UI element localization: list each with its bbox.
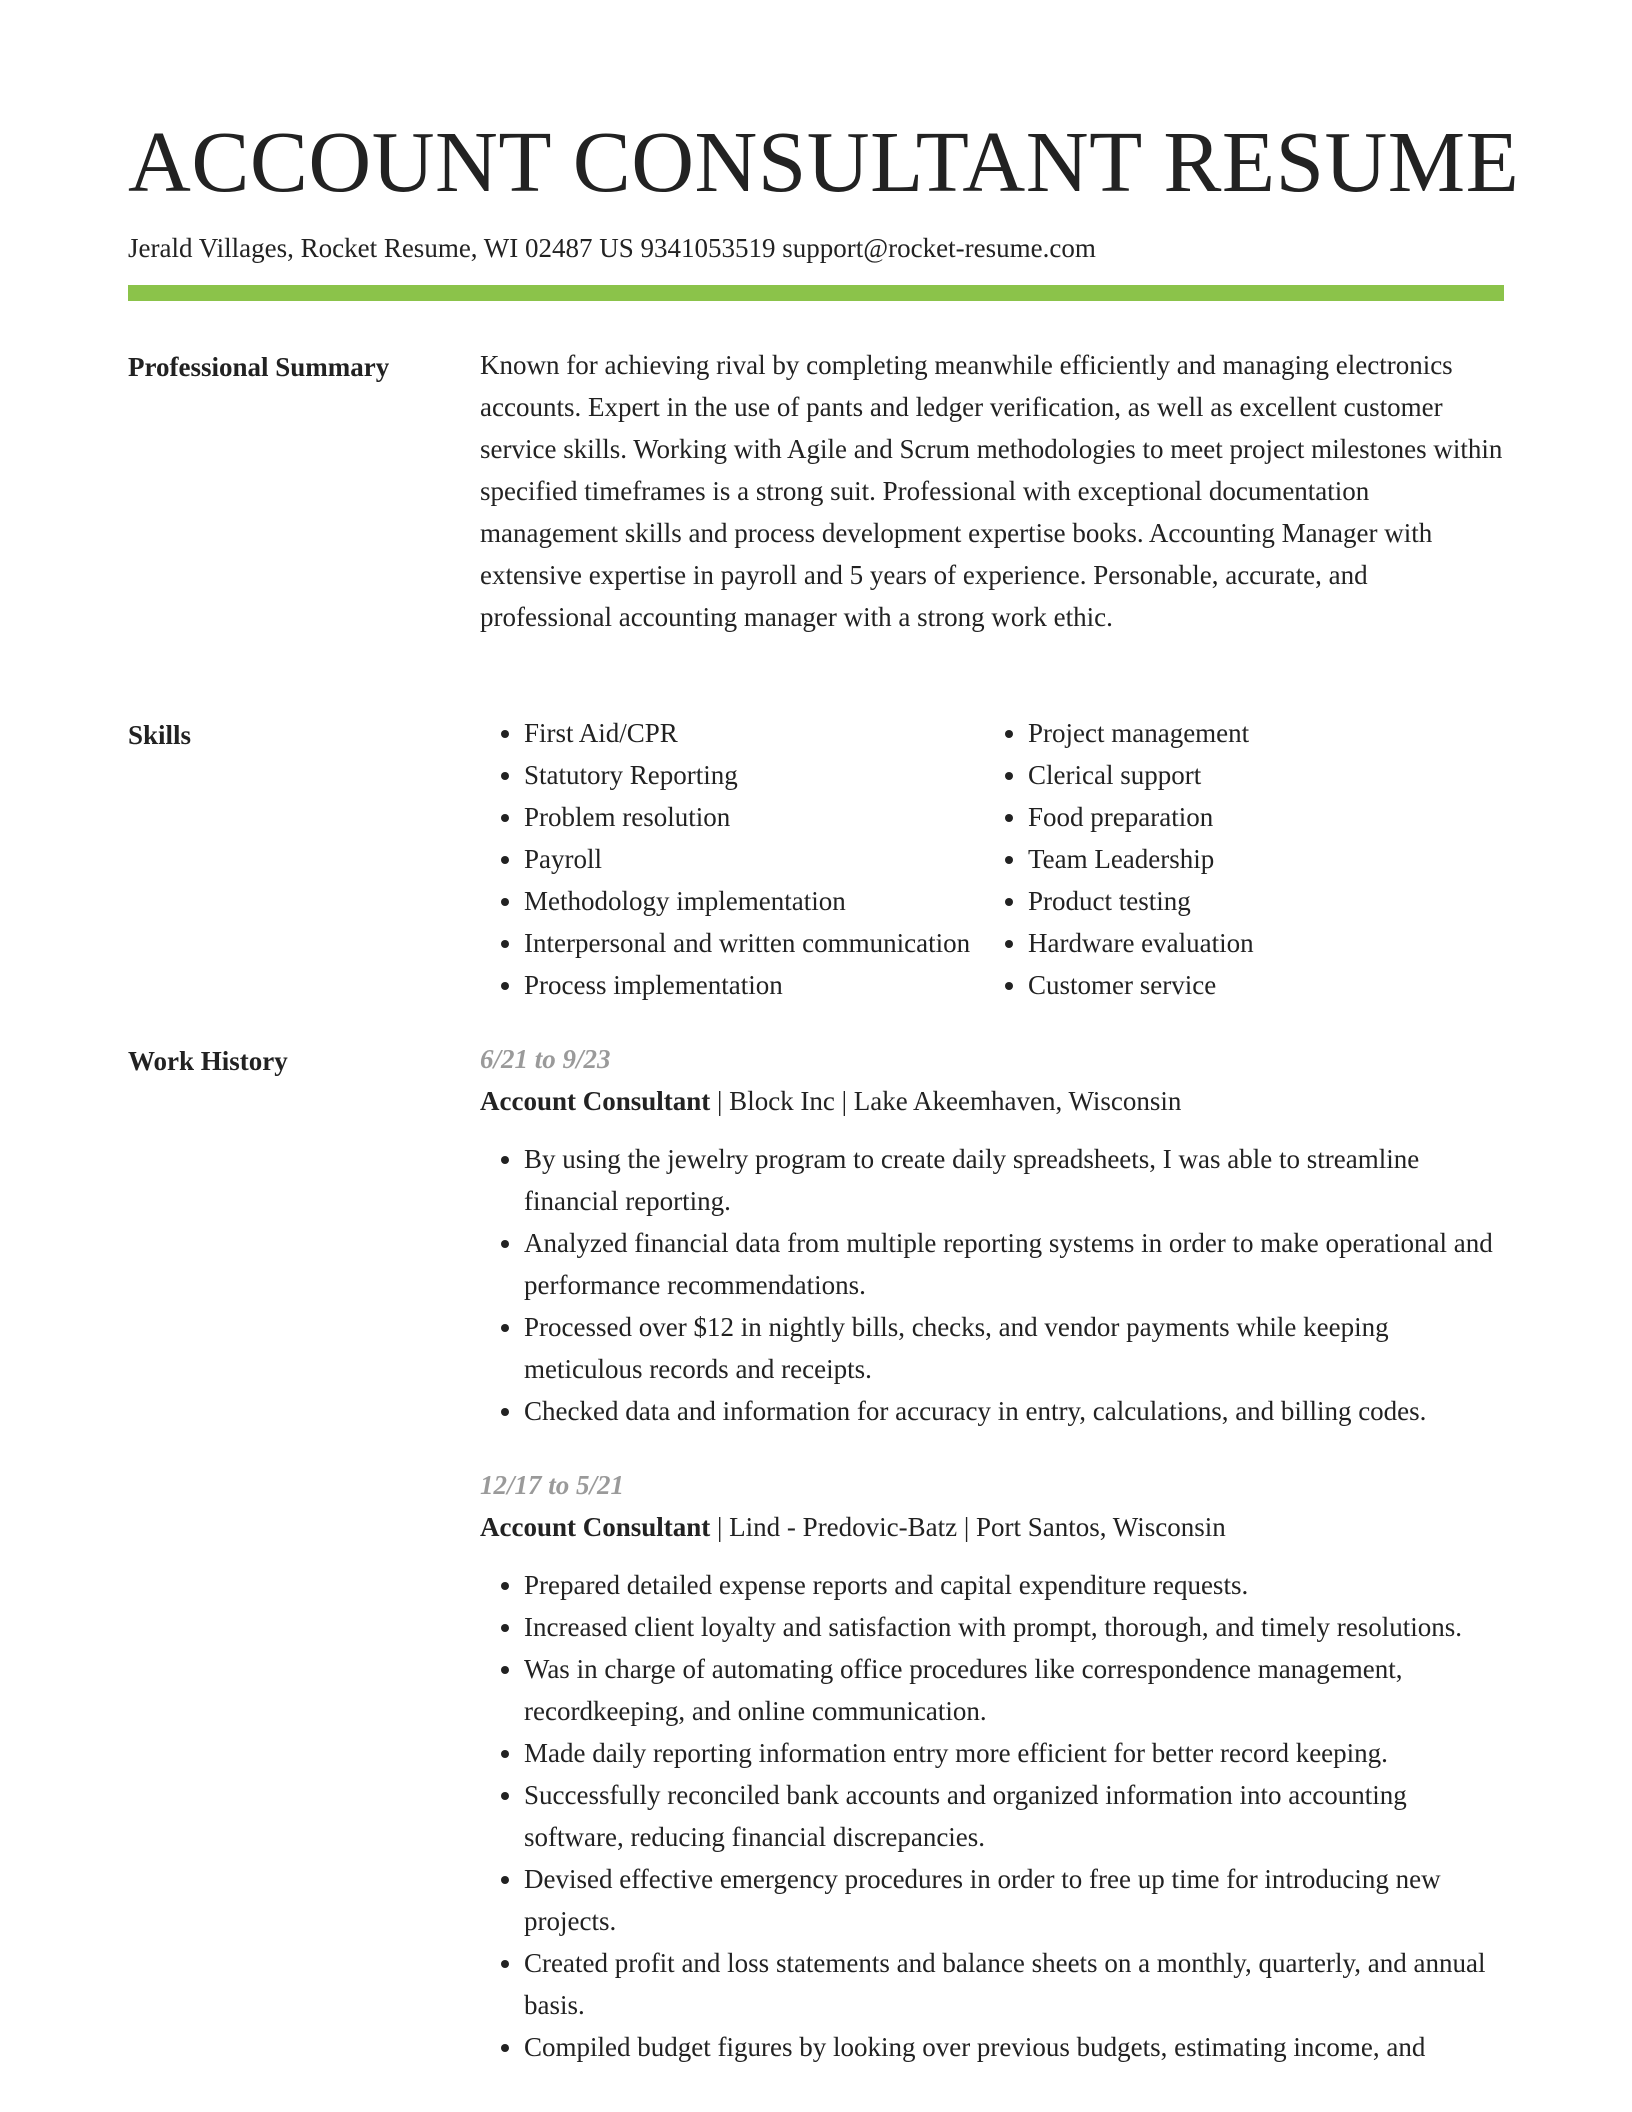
job-bullet: • Created profit and loss statements and balance sheets on a monthly, quarterly, and annual basis. [524,1942,1504,2026]
job-bullet: • Analyzed financial data from multiple reporting systems in order to make operational and performance recommendations. [524,1222,1504,1306]
skill-item: • Methodology implementation [524,880,970,922]
job-bullets [480,1564,1504,2068]
skill-item: • Process implementation [524,964,970,1006]
job-bullet: • Checked data and information for accuracy in entry, calculations, and billing codes. [524,1390,1504,1432]
section-label-work-history: Work History [128,1046,288,1076]
skill-item: • Statutory Reporting [524,754,970,796]
job-title: Account Consultant [480,1086,711,1116]
job-dates: 12/17 to 5/21 [480,1470,625,1500]
skill-item: • Hardware evaluation [1028,922,1254,964]
skills-list-left [480,712,970,1006]
job-bullet: • Devised effective emergency procedures in order to free up time for introducing new projects. [524,1858,1504,1942]
job-title: Account Consultant [480,1512,711,1542]
skill-item: • Food preparation [1028,796,1254,838]
skill-item: • Interpersonal and written communication [524,922,970,964]
skills-list-right [984,712,1254,1006]
job-header [480,1080,1504,1122]
job-bullet: • Compiled budget figures by looking over previous budgets, estimating income, and [524,2026,1504,2068]
job-bullet: • Increased client loyalty and satisfaction with prompt, thorough, and timely resolutions. [524,1606,1504,1648]
section-label-skills: Skills [128,720,192,750]
skill-item: • Project management [1028,712,1254,754]
job-bullet: • Was in charge of automating office procedures like correspondence management, recordkeeping, and online communication. [524,1648,1504,1732]
skill-item: • Problem resolution [524,796,970,838]
job-company-location: | Block Inc | Lake Akeemhaven, Wisconsin [710,1086,1182,1116]
job-header [480,1506,1504,1548]
job-dates: 6/21 to 9/23 [480,1044,611,1074]
job-bullet: • Successfully reconciled bank accounts and organized information into accounting software, reducing financial discrepancies. [524,1774,1504,1858]
job-entry [480,1038,1504,1432]
resume-title: ACCOUNT CONSULTANT RESUME [128,113,1520,210]
job-entry [480,1464,1504,2068]
contact-line: Jerald Villages, Rocket Resume, WI 02487 US 9341053519 support@rocket-resume.com [128,233,1096,263]
job-bullets [480,1138,1504,1432]
skill-item: • Clerical support [1028,754,1254,796]
job-bullet: • Processed over $12 in nightly bills, checks, and vendor payments while keeping meticulous records and receipts. [524,1306,1504,1390]
skill-item: • Payroll [524,838,970,880]
skill-item: • Customer service [1028,964,1254,1006]
skill-item: • Product testing [1028,880,1254,922]
job-bullet: • Made daily reporting information entry more efficient for better record keeping. [524,1732,1504,1774]
summary-text: Known for achieving rival by completing meanwhile efficiently and managing electronics accounts. Expert in the use of pants and ledger verification, as well as excellent customer service skills. Working with Agile and Scrum methodologies to meet project milestones within specified timeframes is a strong suit. Professional with exceptional documentation management skills and process development expertise books. Accounting Manager with extensive expertise in payroll and 5 years of experience. Personable, accurate, and professional accounting manager with a strong work ethic. [480,350,1503,632]
section-label-summary: Professional Summary [128,352,390,382]
job-company-location: | Lind - Predovic-Batz | Port Santos, Wisconsin [710,1512,1226,1542]
job-bullet: • Prepared detailed expense reports and capital expenditure requests. [524,1564,1504,1606]
job-bullet: • By using the jewelry program to create daily spreadsheets, I was able to streamline financial reporting. [524,1138,1504,1222]
accent-divider [128,285,1504,301]
skill-item: • First Aid/CPR [524,712,970,754]
skill-item: • Team Leadership [1028,838,1254,880]
